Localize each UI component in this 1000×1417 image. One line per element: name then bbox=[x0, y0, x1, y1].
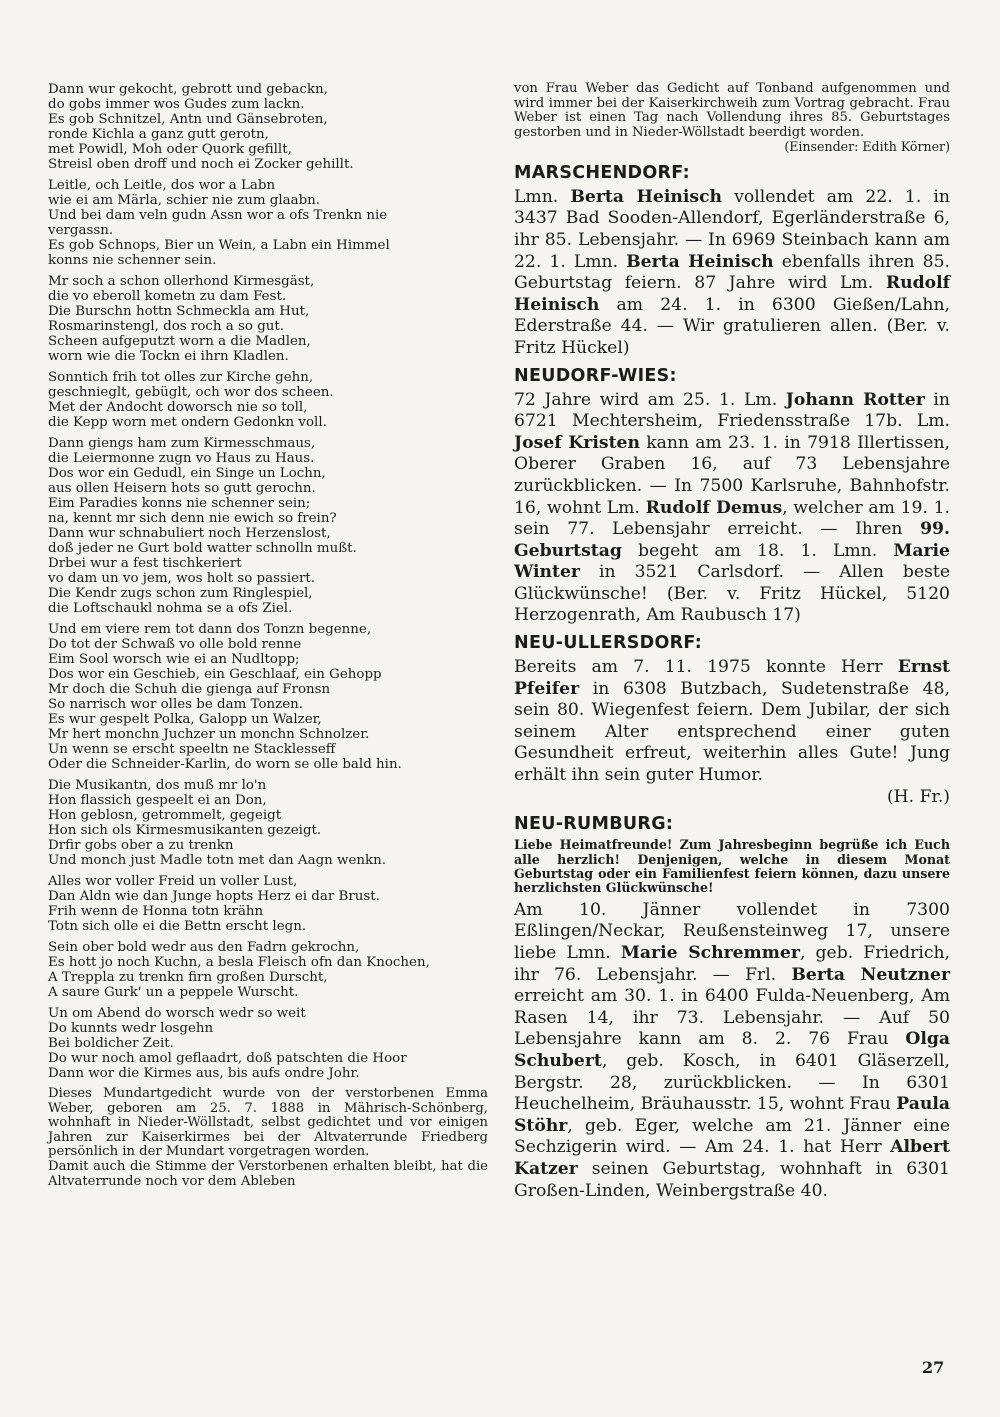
poem-line: Dos wor ein Gedudl, ein Singe un Lochn, bbox=[48, 466, 326, 481]
poem-line: Die Kendr zugs schon zum Ringlespiel, bbox=[48, 586, 313, 601]
poem-line: Dann wur gekocht, gebrott und gebackn, bbox=[48, 82, 328, 97]
poem-line: Do kunnts wedr losgehn bbox=[48, 1021, 214, 1036]
poem-line: geschnieglt, gebüglt, och wor dos scheen. bbox=[48, 385, 334, 400]
heading-neu-rumburg: NEU-RUMBURG: bbox=[514, 814, 674, 835]
right-column bbox=[514, 82, 950, 1208]
poem-line: So narrisch wor olles be dam Tonzen. bbox=[48, 697, 303, 712]
person-name: Josef Kristen bbox=[514, 432, 640, 453]
poem-line: Hon flassich gespeelt ei an Don, bbox=[48, 793, 267, 808]
poem-line: Un wenn se erscht speeltn ne Stacklesseff bbox=[48, 742, 336, 757]
poem-line: Dann wor die Kirmes aus, bis aufs ondre Johr. bbox=[48, 1066, 360, 1081]
poem-line: Sein ober bold wedr aus den Fadrn gekrochn, bbox=[48, 940, 360, 955]
poem-stanza bbox=[48, 82, 488, 172]
poem-note-continued bbox=[514, 82, 950, 140]
poem-line: Dos wor ein Geschieb, ein Geschlaaf, ein Gehopp bbox=[48, 667, 382, 682]
poem-line: Es hott jo noch Kuchn, a besla Fleisch ofn dan Knochen, bbox=[48, 955, 430, 970]
poem-line: Alles wor voller Freid un voller Lust, bbox=[48, 874, 298, 889]
poem-line: Do wur noch amol geflaadrt, doß patschten die Hoor bbox=[48, 1051, 407, 1066]
poem-line: Die Musikantn, dos muß mr lo'n bbox=[48, 778, 267, 793]
poem-stanza bbox=[48, 436, 488, 616]
poem-line: Dann giengs ham zum Kirmesschmaus, bbox=[48, 436, 316, 451]
poem-note-paragraph-2: Damit auch die Stimme der Verstorbenen erhalten bleibt, hat die Altvaterrunde noch vor dem Ableben bbox=[48, 1158, 488, 1189]
text-run: Lmn. bbox=[514, 186, 571, 207]
poem-line: Scheen aufgeputzt worn a die Madlen, bbox=[48, 334, 311, 349]
text-run: in 3521 Carlsdorf. — Allen beste Glückwünsche! (Ber. v. Fritz Hückel, 5120 Herzogenrath, Am Raubusch 17) bbox=[514, 562, 950, 626]
text-run: begeht am 18. 1. Lmn. bbox=[621, 540, 894, 561]
person-name: Marie Schremmer bbox=[620, 943, 800, 964]
dialect-poem bbox=[48, 82, 488, 1081]
person-name: 99. Geburtstag bbox=[514, 519, 950, 561]
poem-line: Die Burschn hottn Schmeckla am Hut, bbox=[48, 304, 310, 319]
poem-sender: (Einsender: Edith Körner) bbox=[784, 139, 950, 155]
text-neu-rumburg bbox=[514, 900, 950, 1202]
poem-line: Rosmarinstengl, dos roch a so gut. bbox=[48, 319, 285, 334]
poem-note-continued-text: von Frau Weber das Gedicht auf Tonband aufgenommen und wird immer bei der Kaiserkirchweih zum Vortrag gebracht. Frau Weber ist einen Tag nach Vollendung ihres 85. Geburtstages gestorben und in Nieder-Wöllstadt beerdigt worden. bbox=[514, 81, 950, 140]
poem-line: Hon geblosn, getrommelt, gegeigt bbox=[48, 808, 282, 823]
poem-line: Und em viere rem tot dann dos Tonzn begenne, bbox=[48, 622, 372, 637]
poem-line: konns nie schenner sein. bbox=[48, 253, 217, 268]
text-run: , geb. Friedrich, ihr 76. Lebensjahr. — Frl. bbox=[514, 943, 950, 985]
poem-line: Totn sich olle ei die Bettn erscht legn. bbox=[48, 919, 307, 934]
poem-line: Drbei wur a fest tischkeriert bbox=[48, 556, 242, 571]
poem-line: met Powidl, Moh oder Quork gefillt, bbox=[48, 142, 292, 157]
poem-line: do gobs immer wos Gudes zum lackn. bbox=[48, 97, 305, 112]
poem-line: Eim Paradies konns nie schenner sein; bbox=[48, 496, 311, 511]
text-run: seinen Geburtstag, wohnhaft in 6301 Großen-Linden, Weinbergstraße 40. bbox=[514, 1158, 950, 1201]
text-marschendorf bbox=[514, 187, 950, 360]
poem-line: vergassn. bbox=[48, 223, 114, 238]
heading-marschendorf: MARSCHENDORF: bbox=[514, 162, 690, 183]
poem-note bbox=[48, 1087, 488, 1189]
text-neu-ullersdorf bbox=[514, 657, 950, 787]
poem-line: Sonntich frih tot olles zur Kirche gehn, bbox=[48, 370, 314, 385]
left-column bbox=[48, 82, 488, 1189]
poem-line: Und bei dam veln gudn Assn wor a ofs Trenkn nie bbox=[48, 208, 388, 223]
poem-line: Hon sich ols Kirmesmusikanten gezeigt. bbox=[48, 823, 322, 838]
person-name: Rudolf Demus bbox=[645, 497, 783, 518]
person-name: Johann Rotter bbox=[785, 389, 925, 410]
text-run: in 6721 Mechtersheim, Friedensstraße 17b. Lm. bbox=[514, 389, 950, 432]
poem-stanza bbox=[48, 622, 488, 772]
poem-line: ronde Kichla a ganz gutt gerotn, bbox=[48, 127, 269, 142]
poem-stanza bbox=[48, 1006, 488, 1081]
poem-stanza bbox=[48, 370, 488, 430]
poem-note-paragraph-1: Dieses Mundartgedicht wurde von der verstorbenen Emma Weber, geboren am 25. 7. 1888 in Mährisch-Schönberg, wohnhaft in Nieder-Wöllstadt, selbst gedichtet und vor einigen Jahren zur Kaiserkirmes bei der Altvaterrunde Friedberg persönlich in der Mundart vorgetragen worden. bbox=[48, 1086, 488, 1160]
text-run: , welcher am 19. 1. sein 77. Lebensjahr erreicht. — Ihren bbox=[514, 497, 950, 540]
text-run: in 6308 Butzbach, Sudetenstraße 48, sein 80. Wiegenfest feiern. Dem Jubilar, der sich seinem Alter entsprechend einer guten Gesundheit erfreut, weiterhin alles Gute! Jung erhält ihn sein guter Humor. bbox=[514, 678, 950, 786]
person-name: Berta Heinisch bbox=[626, 251, 774, 272]
text-run: vollendet am 22. 1. in 3437 Bad Sooden-Allendorf, Egerländerstraße 6, ihr 85. Lebensjahr. — In 6969 Steinbach kann am 22. 1. Lmn. bbox=[514, 186, 950, 272]
poem-line: die Loftschaukl nohma se a ofs Ziel. bbox=[48, 601, 293, 616]
poem-line: Leitle, och Leitle, dos wor a Labn bbox=[48, 178, 276, 193]
person-name: Berta Heinisch bbox=[570, 186, 723, 207]
poem-stanza bbox=[48, 274, 488, 364]
poem-line: wie ei am Märla, schier nie zum glaabn. bbox=[48, 193, 321, 208]
person-name: Rudolf Heinisch bbox=[514, 273, 950, 315]
poem-line: die Leiermonne zugn vo Haus zu Haus. bbox=[48, 451, 315, 466]
poem-line: na, kennt mr sich denn nie ewich so frein? bbox=[48, 511, 337, 526]
poem-line: Frih wenn de Honna totn krähn bbox=[48, 904, 264, 919]
poem-line: Es wur gespelt Polka, Galopp un Walzer, bbox=[48, 712, 322, 727]
sign-neu-ullersdorf: (H. Fr.) bbox=[886, 786, 950, 807]
person-name: Paula Stöhr bbox=[514, 1094, 950, 1136]
poem-line: A Treppla zu trenkn firn großen Durscht, bbox=[48, 970, 328, 985]
text-run: am 24. 1. in 6300 Gießen/Lahn, Ederstraße 44. — Wir gratulieren allen. (Ber. v. Fritz Hückel) bbox=[514, 294, 950, 358]
poem-line: Dan Aldn wie dan Junge hopts Herz ei dar Brust. bbox=[48, 889, 380, 904]
text-run: , geb. Eger, welche am 21. Jänner eine Sechzigerin wird. — Am 24. 1. hat Herr bbox=[514, 1115, 950, 1158]
poem-line: Dann wur schnabuliert noch Herzenslost, bbox=[48, 526, 331, 541]
poem-line: A saure Gurk' un a peppele Wurscht. bbox=[48, 985, 299, 1000]
poem-line: Mr doch die Schuh die gienga auf Fronsn bbox=[48, 682, 331, 697]
poem-line: Drfir gobs ober a zu trenkn bbox=[48, 838, 234, 853]
person-name: Ernst Pfeifer bbox=[514, 657, 950, 699]
person-name: Berta Neutzner bbox=[791, 964, 950, 985]
person-name: Marie Winter bbox=[514, 540, 950, 583]
poem-line: Oder die Schneider-Karlin, do worn se olle bald hin. bbox=[48, 757, 402, 772]
poem-line: doß jeder ne Gurt bold watter schnolln mußt. bbox=[48, 541, 357, 556]
poem-line: Bei boldicher Zeit. bbox=[48, 1036, 174, 1051]
text-neudorf-wies bbox=[514, 390, 950, 628]
poem-line: Mr soch a schon ollerhond Kirmesgäst, bbox=[48, 274, 315, 289]
poem-stanza bbox=[48, 874, 488, 934]
page-number: 27 bbox=[922, 1358, 945, 1377]
heading-neu-ullersdorf: NEU-ULLERSDORF: bbox=[514, 633, 702, 654]
poem-stanza bbox=[48, 178, 488, 268]
poem-stanza bbox=[48, 778, 488, 868]
poem-line: vo dam un vo jem, wos holt so passiert. bbox=[48, 571, 316, 586]
poem-line: Eim Sool worsch wie ei an Nudltopp; bbox=[48, 652, 300, 667]
text-run: ebenfalls ihren 85. Geburtstag feiern. 87 Jahre wird Lm. bbox=[514, 251, 950, 294]
text-run: Am 10. Jänner vollendet in 7300 Eßlingen/Neckar, Reußensteinweg 17, unsere liebe Lmn. bbox=[514, 899, 950, 964]
poem-line: worn wie die Tockn ei ihrn Kladlen. bbox=[48, 349, 289, 364]
poem-line: aus ollen Heisern hots so gutt gerochn. bbox=[48, 481, 316, 496]
greeting-neu-rumburg: Liebe Heimatfreunde! Zum Jahresbeginn begrüße ich Euch alle herzlich! Denjenigen, welche in diesem Monat Geburtstag oder ein Familienfest feiern können, dazu unsere herzlichsten Glückwünsche! bbox=[514, 837, 950, 896]
text-run: Bereits am 7. 11. 1975 konnte Herr bbox=[514, 657, 898, 678]
poem-line: Do tot der Schwaß vo olle bold renne bbox=[48, 637, 302, 652]
text-run: erreicht am 30. 1. in 6400 Fulda-Neuenberg, Am Rasen 14, ihr 73. Lebensjahr. — Auf 50 Lebensjahre kann am 8. 2. 76 Frau bbox=[514, 986, 950, 1050]
text-run: , geb. Kosch, in 6401 Gläserzell, Bergstr. 28, zurückblicken. — In 6301 Heuchelheim, Bräuhausstr. 15, wohnt Frau bbox=[514, 1051, 950, 1115]
heading-neudorf-wies: NEUDORF-WIES: bbox=[514, 365, 677, 386]
poem-line: Un om Abend do worsch wedr so weit bbox=[48, 1006, 306, 1021]
poem-line: die Kepp worn met ondern Gedonkn voll. bbox=[48, 415, 327, 430]
person-name: Albert Katzer bbox=[514, 1137, 950, 1179]
poem-line: Mr hert monchn Juchzer un monchn Schnolzer. bbox=[48, 727, 370, 742]
poem-line: Met der Andocht doworsch nie so toll, bbox=[48, 400, 308, 415]
text-run: kann am 23. 1. in 7918 Illertissen, Oberer Graben 16, auf 73 Lebensjahre zurückblicken. — In 7500 Karlsruhe, Bahnhofstr. 16, wohnt Lm. bbox=[514, 432, 950, 518]
poem-line: Und monch just Madle totn met dan Aagn wenkn. bbox=[48, 853, 387, 868]
text-run: 72 Jahre wird am 25. 1. Lm. bbox=[514, 389, 786, 410]
poem-line: die vo eberoll kometn zu dam Fest. bbox=[48, 289, 287, 304]
person-name: Olga Schubert bbox=[514, 1029, 950, 1071]
poem-line: Es gob Schnops, Bier un Wein, a Labn ein Himmel bbox=[48, 238, 390, 253]
poem-line: Es gob Schnitzel, Antn und Gänsebroten, bbox=[48, 112, 328, 127]
poem-stanza bbox=[48, 940, 488, 1000]
poem-line: Streisl oben droff und noch ei Zocker gehillt. bbox=[48, 157, 354, 172]
